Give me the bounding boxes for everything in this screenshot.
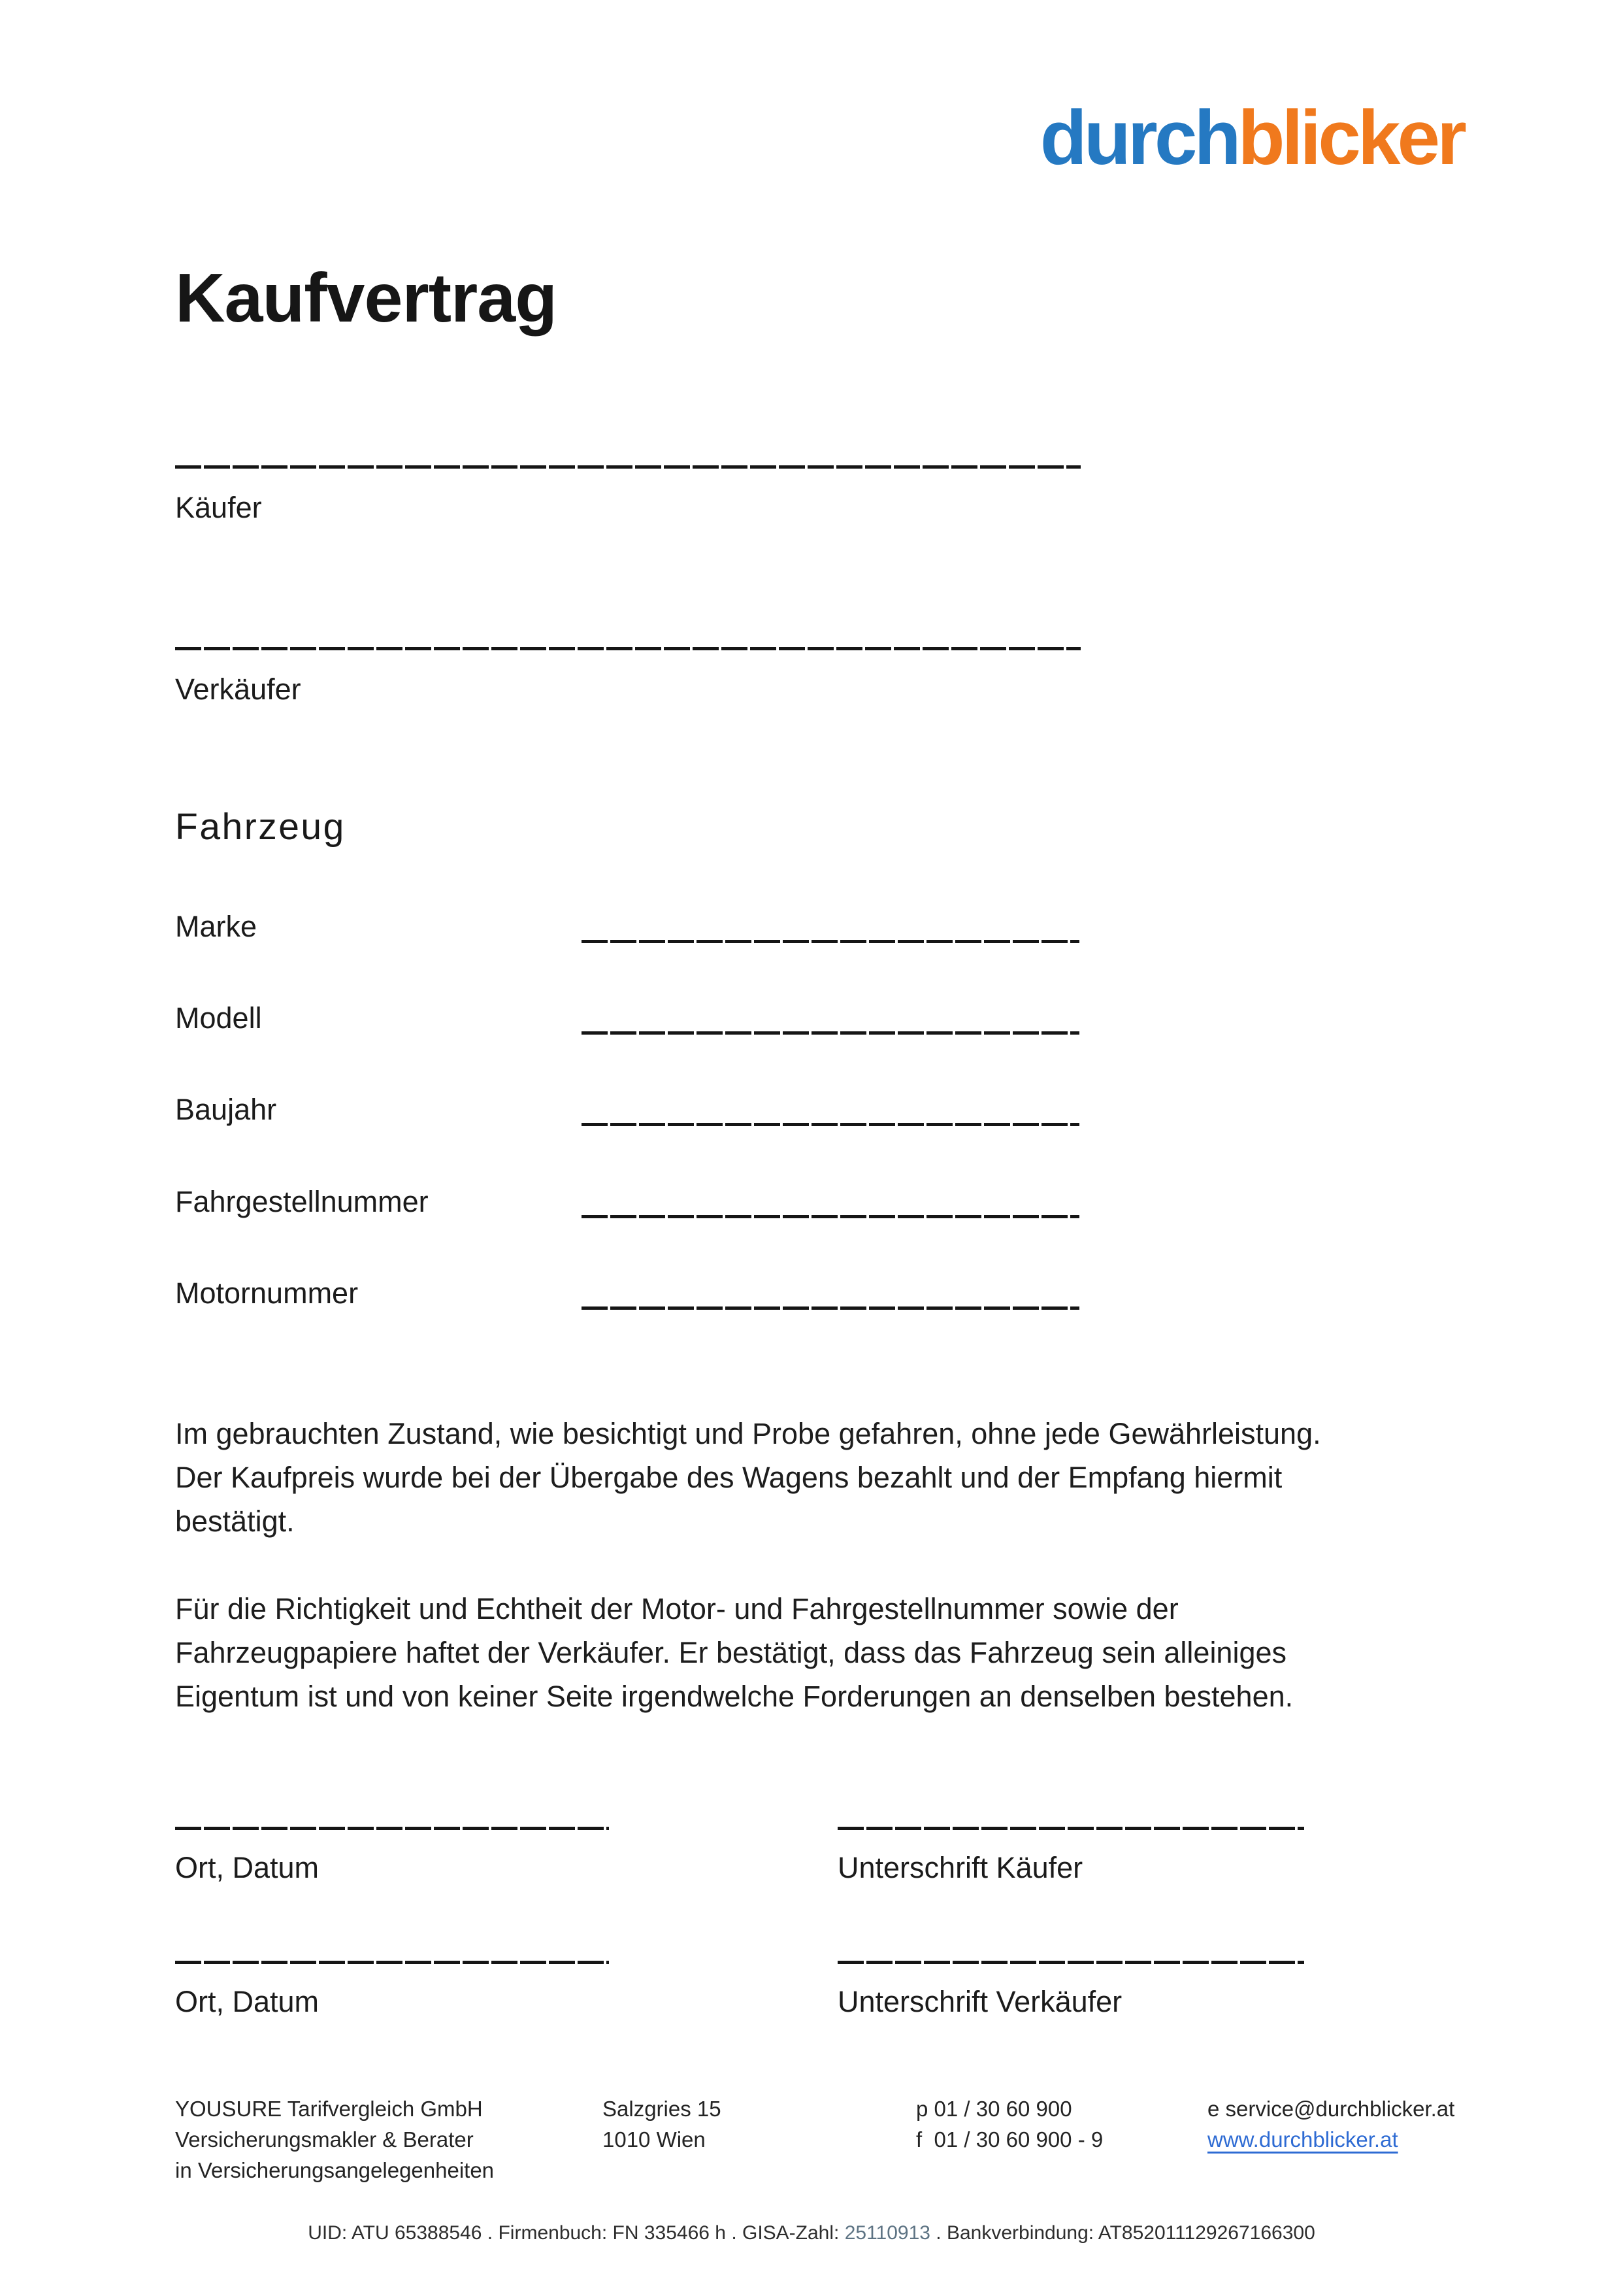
marke-label: Marke bbox=[175, 910, 257, 943]
durchblicker-logo bbox=[1040, 95, 1464, 181]
baujahr-label: Baujahr bbox=[175, 1093, 277, 1126]
motornummer-label: Motornummer bbox=[175, 1276, 359, 1310]
seller-signature-label: Unterschrift Verkäufer bbox=[838, 1985, 1123, 2018]
buyer-blank-line bbox=[175, 465, 1081, 469]
buyer-signature-line bbox=[838, 1827, 1304, 1830]
baujahr-blank-line bbox=[582, 1123, 1079, 1126]
footer-fax-line: f 01 / 30 60 900 - 9 bbox=[916, 2127, 1104, 2152]
seller-blank-line bbox=[175, 647, 1081, 650]
vehicle-section-heading: Fahrzeug bbox=[175, 806, 346, 848]
footer-address-line-2: 1010 Wien bbox=[602, 2127, 706, 2152]
seller-label: Verkäufer bbox=[175, 673, 301, 706]
logo-text-blicker: blicker bbox=[1238, 95, 1464, 181]
footer-email-line: e service@durchblicker.at bbox=[1207, 2097, 1455, 2121]
legal-registration-line bbox=[0, 2222, 1623, 2244]
footer-phone-line: p 01 / 30 60 900 bbox=[916, 2097, 1072, 2121]
motornummer-blank-line bbox=[582, 1306, 1079, 1310]
date-place-label-1: Ort, Datum bbox=[175, 1851, 320, 1884]
gisa-number-link[interactable]: 25110913 bbox=[844, 2222, 930, 2244]
footer-company-block bbox=[175, 2093, 494, 2186]
vehicle-field-row-fahrgestellnummer bbox=[175, 1184, 1079, 1247]
date-place-signature-line-1 bbox=[175, 1827, 609, 1830]
fahrgestellnummer-label: Fahrgestellnummer bbox=[175, 1185, 429, 1218]
date-place-signature-line-2 bbox=[175, 1961, 609, 1964]
terms-paragraph-2-line-3: Eigentum ist und von keiner Seite irgendwelche Forderungen an denselben bestehen. bbox=[175, 1680, 1294, 1713]
website-link[interactable]: www.durchblicker.at bbox=[1207, 2127, 1398, 2152]
fahrgestellnummer-blank-line bbox=[582, 1215, 1079, 1218]
terms-paragraph-1-line-2: Der Kaufpreis wurde bei der Übergabe des Wagens bezahlt und der Empfang hiermit bbox=[175, 1461, 1283, 1494]
footer-contact-block bbox=[1207, 2093, 1454, 2155]
legal-uid-firmenbuch-text: UID: ATU 65388546 . Firmenbuch: FN 335466 h . GISA-Zahl: bbox=[308, 2222, 845, 2244]
vehicle-field-row-baujahr bbox=[175, 1092, 1079, 1155]
buyer-label: Käufer bbox=[175, 491, 262, 524]
footer-address-line-1: Salzgries 15 bbox=[602, 2097, 721, 2121]
vehicle-field-row-modell bbox=[175, 1001, 1079, 1063]
legal-bank-text: . Bankverbindung: AT852011129267166300 bbox=[930, 2222, 1315, 2244]
modell-label: Modell bbox=[175, 1001, 262, 1035]
terms-paragraph-2-line-2: Fahrzeugpapiere haftet der Verkäufer. Er bestätigt, dass das Fahrzeug sein alleiniges bbox=[175, 1636, 1287, 1669]
modell-blank-line bbox=[582, 1031, 1079, 1035]
footer-phone-block bbox=[916, 2093, 1103, 2155]
footer-company-line-2: Versicherungsmakler & Berater bbox=[175, 2127, 474, 2152]
footer-address-block bbox=[602, 2093, 721, 2155]
terms-paragraph-2 bbox=[175, 1587, 1488, 1718]
terms-paragraph-2-line-1: Für die Richtigkeit und Echtheit der Motor- und Fahrgestellnummer sowie der bbox=[175, 1592, 1179, 1625]
logo-text-durch: durch bbox=[1040, 95, 1238, 181]
vehicle-field-row-motornummer bbox=[175, 1276, 1079, 1339]
footer-company-line-1: YOUSURE Tarifvergleich GmbH bbox=[175, 2097, 483, 2121]
page-title: Kaufvertrag bbox=[175, 259, 557, 337]
terms-paragraph-1 bbox=[175, 1412, 1488, 1543]
date-place-label-2: Ort, Datum bbox=[175, 1985, 320, 2018]
seller-signature-line bbox=[838, 1961, 1304, 1964]
terms-paragraph-1-line-1: Im gebrauchten Zustand, wie besichtigt und Probe gefahren, ohne jede Gewährleistung. bbox=[175, 1417, 1321, 1450]
marke-blank-line bbox=[582, 940, 1079, 943]
terms-paragraph-1-line-3: bestätigt. bbox=[175, 1505, 295, 1538]
footer-company-line-3: in Versicherungsangelegenheiten bbox=[175, 2158, 495, 2182]
vehicle-field-row-marke bbox=[175, 909, 1079, 972]
buyer-signature-label: Unterschrift Käufer bbox=[838, 1851, 1083, 1884]
